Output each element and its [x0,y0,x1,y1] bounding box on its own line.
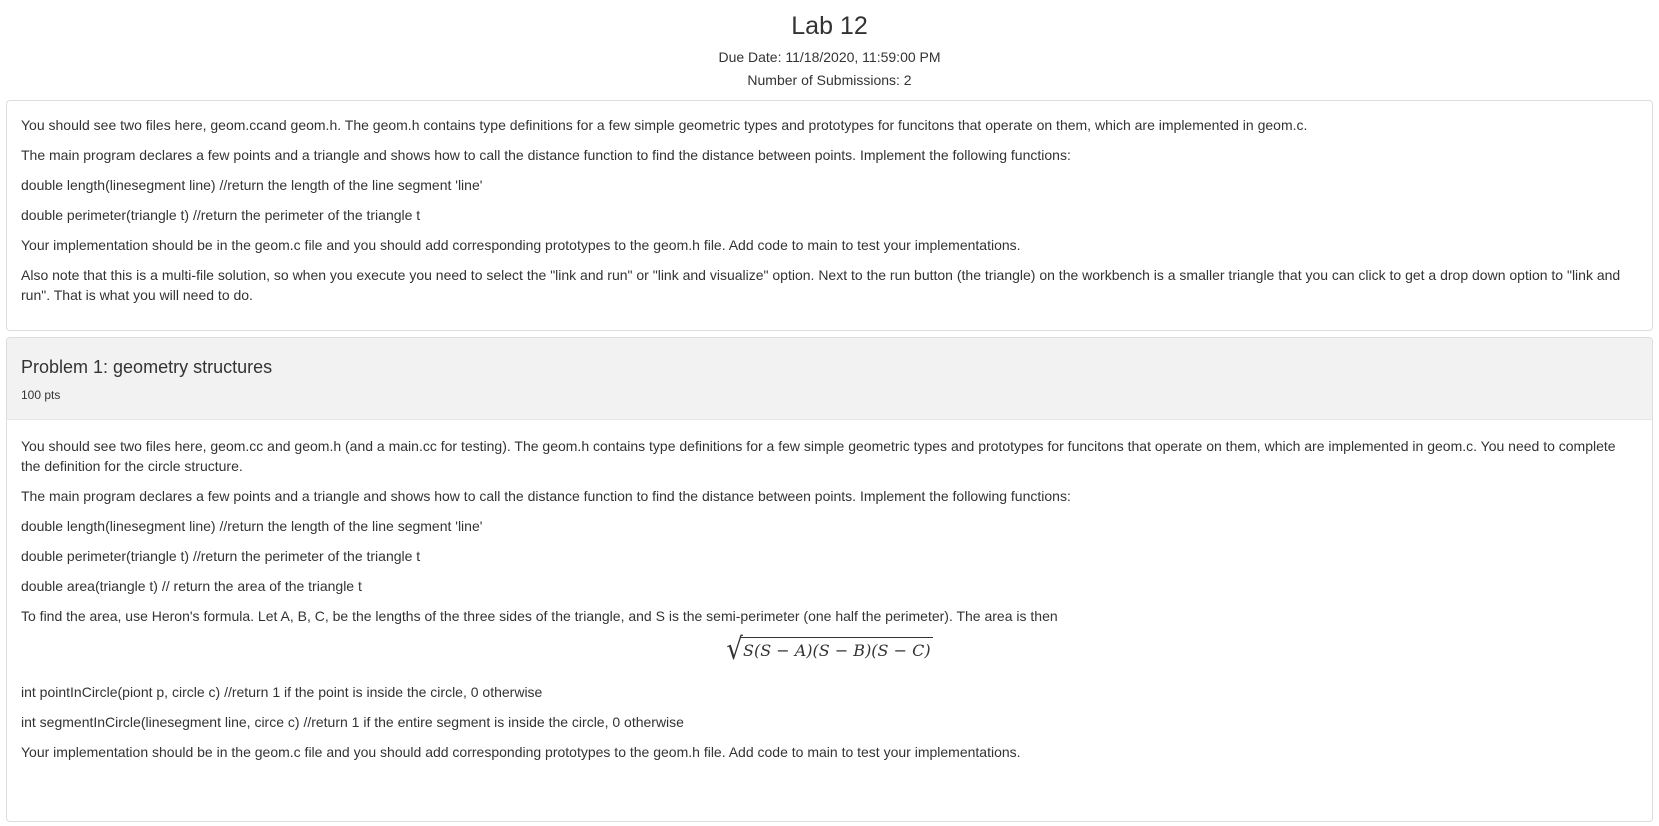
lab-description-card [6,100,1653,331]
problem-title: Problem 1: geometry structures [21,357,273,377]
intro-paragraph: The main program declares a few points and a triangle and shows how to call the distance function to find the distance between points. Implement the following functions: [21,147,1071,163]
problem-body [7,420,1652,762]
intro-function-length: double length(linesegment line) //return the length of the line segment 'line' [21,177,483,193]
problem-function-point-in-circle: int pointInCircle(piont p, circle c) //return 1 if the point is inside the circle, 0 otherwise [21,684,543,700]
herons-formula [21,632,1638,668]
due-date: Due Date: 11/18/2020, 11:59:00 PM [718,49,941,65]
formula-radicand: S(S − A)(S − B)(S − C) [741,637,933,662]
page-title: Lab 12 [791,12,868,40]
intro-paragraph: You should see two files here, geom.ccand geom.h. The geom.h contains type definitions for a few simple geometric types and prototypes for funcitons that operate on them, which are implemented in geom.c. [21,117,1308,133]
intro-paragraph: Your implementation should be in the geom.c file and you should add corresponding prototypes to the geom.h file. Add code to main to test your implementations. [21,237,1021,253]
page-header [0,0,1659,88]
problem-card [6,337,1653,822]
problem-paragraph: Your implementation should be in the geom.c file and you should add corresponding prototypes to the geom.h file. Add code to main to test your implementations. [21,744,1021,760]
intro-function-perimeter: double perimeter(triangle t) //return the perimeter of the triangle t [21,207,421,223]
problem-function-perimeter: double perimeter(triangle t) //return the perimeter of the triangle t [21,548,421,564]
problem-points: 100 pts [21,388,61,402]
problem-header [7,338,1652,420]
problem-paragraph: The main program declares a few points and a triangle and shows how to call the distance function to find the distance between points. Implement the following functions: [21,488,1071,504]
problem-paragraph: To find the area, use Heron's formula. Let A, B, C, be the lengths of the three sides of the triangle, and S is the semi-perimeter (one half the perimeter). The area is then [21,608,1058,624]
problem-function-area: double area(triangle t) // return the area of the triangle t [21,578,362,594]
intro-paragraph: Also note that this is a multi-file solution, so when you execute you need to select the "link and run" or "link and visualize" option. Next to the run button (the triangle) on the workbench is a smaller triangle that you can click to get a drop down option to "link and run". That is what you will need to do. [21,267,1621,303]
submission-count: Number of Submissions: 2 [747,72,912,88]
problem-paragraph: You should see two files here, geom.cc and geom.h (and a main.cc for testing). The geom.h contains type definitions for a few simple geometric types and prototypes for funcitons that operate on them, which are implemented in geom.c. You need to complete the definition for the circle structure. [21,438,1616,474]
formula [726,632,932,667]
problem-function-segment-in-circle: int segmentInCircle(linesegment line, circe c) //return 1 if the entire segment is inside the circle, 0 otherwise [21,714,684,730]
problem-function-length: double length(linesegment line) //return the length of the line segment 'line' [21,518,483,534]
square-root-symbol: √ [726,632,743,667]
